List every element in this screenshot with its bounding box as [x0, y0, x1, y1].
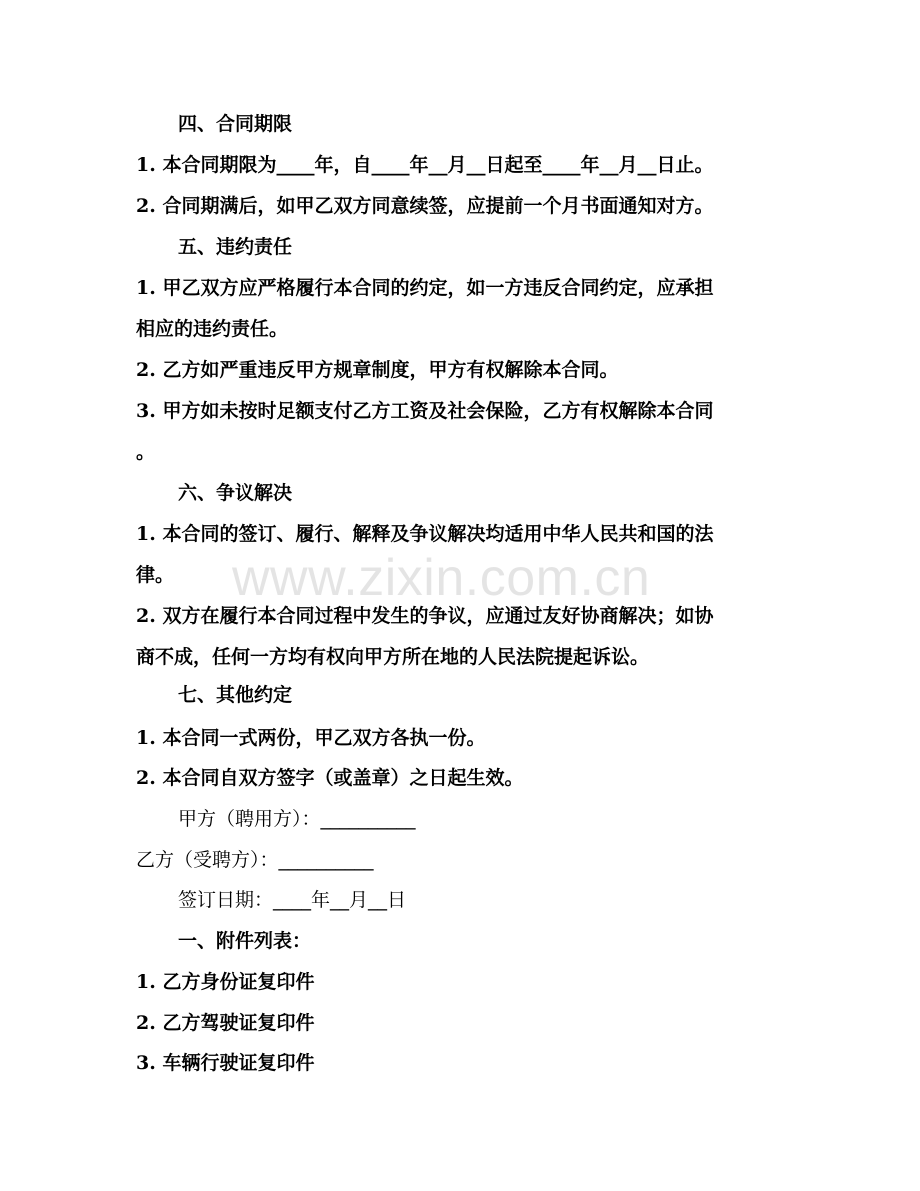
sign-date: 签订日期：____年__月__日	[178, 889, 407, 911]
dispute-item-1: 1. 本合同的签订、履行、解释及争议解决均适用中华人民共和国的法	[136, 523, 714, 545]
attachment-item-1: 1. 乙方身份证复印件	[136, 971, 315, 993]
party-a-signature: 甲方（聘用方）：__________	[178, 808, 416, 830]
dispute-item-2: 2. 双方在履行本合同过程中发生的争议，应通过友好协商解决；如协	[136, 605, 714, 627]
other-item-1: 1. 本合同一式两份，甲乙双方各执一份。	[136, 727, 486, 749]
breach-item-2: 2. 乙方如严重违反甲方规章制度，甲方有权解除本合同。	[136, 359, 619, 381]
attachments-heading: 一、附件列表：	[178, 930, 312, 952]
dispute-item-2-cont: 商不成，任何一方均有权向甲方所在地的人民法院提起诉讼。	[136, 646, 650, 668]
section-heading-dispute: 六、争议解决	[178, 482, 293, 504]
attachment-item-3: 3. 车辆行驶证复印件	[136, 1052, 315, 1074]
term-item-2: 2. 合同期满后，如甲乙双方同意续签，应提前一个月书面通知对方。	[136, 195, 714, 217]
attachment-item-2: 2. 乙方驾驶证复印件	[136, 1012, 315, 1034]
dispute-item-1-cont: 律。	[136, 564, 175, 586]
section-heading-breach: 五、违约责任	[178, 236, 293, 258]
breach-item-1-cont: 相应的违约责任。	[136, 318, 289, 340]
section-heading-other: 七、其他约定	[178, 684, 293, 706]
watermark: www.zixin.com.cn	[232, 549, 651, 607]
breach-item-3: 3. 甲方如未按时足额支付乙方工资及社会保险，乙方有权解除本合同	[136, 400, 714, 422]
term-item-1: 1. 本合同期限为____年，自____年__月__日起至____年__月__日止。	[136, 154, 714, 176]
other-item-2: 2. 本合同自双方签字（或盖章）之日起生效。	[136, 767, 524, 789]
breach-item-1: 1. 甲乙双方应严格履行本合同的约定，如一方违反合同约定，应承担	[136, 277, 714, 299]
section-heading-term: 四、合同期限	[178, 113, 293, 135]
breach-item-3-cont: 。	[136, 441, 156, 463]
party-b-signature: 乙方（受聘方）：__________	[136, 849, 374, 871]
